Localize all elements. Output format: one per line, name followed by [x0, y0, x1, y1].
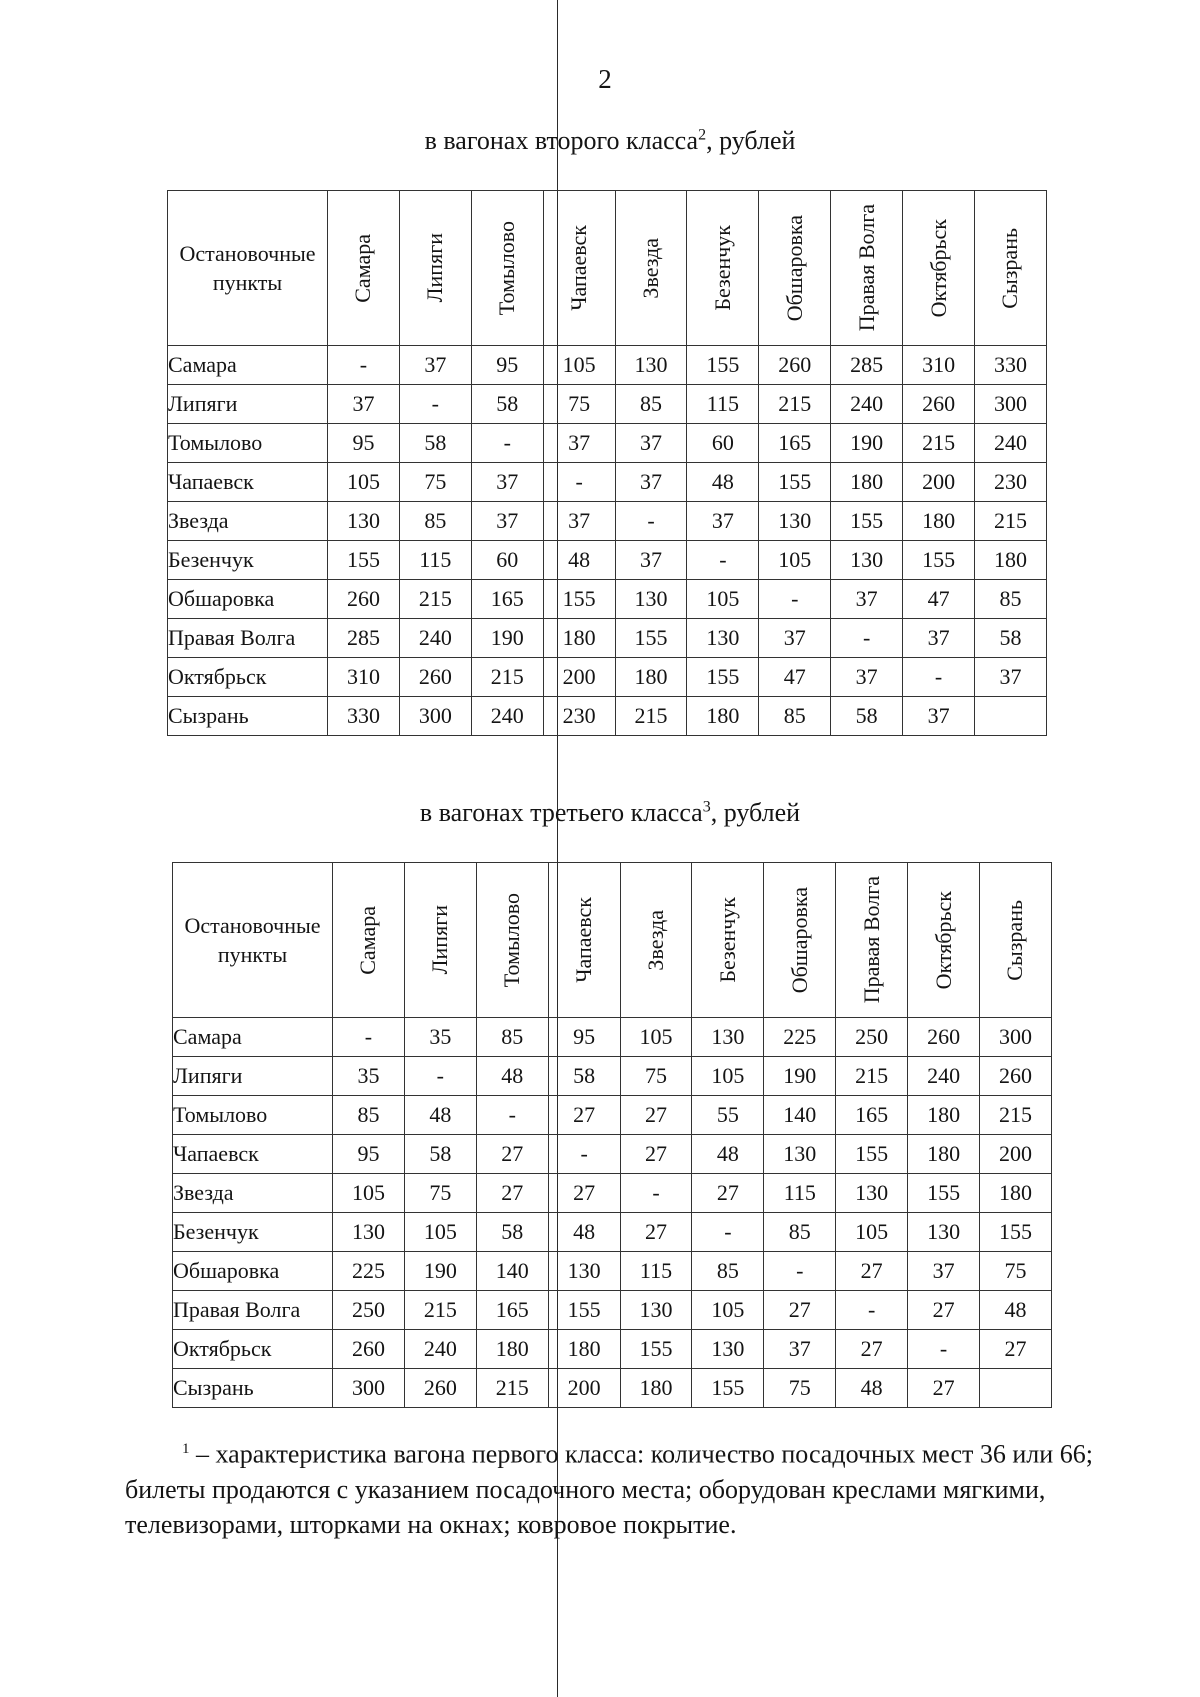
fare-cell: 48 [548, 1213, 620, 1252]
fare-cell: 27 [836, 1330, 908, 1369]
caption-text: в вагонах третьего класса [419, 798, 703, 827]
fare-cell: 300 [980, 1018, 1052, 1057]
fare-cell: 330 [975, 346, 1047, 385]
fare-cell: 58 [399, 424, 471, 463]
table-row [168, 424, 1047, 463]
fare-cell: 215 [615, 697, 687, 736]
fare-cell: 285 [831, 346, 903, 385]
table-row [173, 1213, 1052, 1252]
fare-cell: 190 [404, 1252, 476, 1291]
fare-cell: 260 [328, 580, 400, 619]
fare-cell: 285 [328, 619, 400, 658]
fare-cell: 37 [615, 541, 687, 580]
fare-cell: 75 [404, 1174, 476, 1213]
fare-cell: 155 [687, 658, 759, 697]
fare-cell: - [831, 619, 903, 658]
column-header-label: Правая Волга [853, 204, 879, 332]
column-header [980, 863, 1052, 1018]
fare-cell: 58 [831, 697, 903, 736]
fare-cell: 240 [975, 424, 1047, 463]
fare-cell: 130 [836, 1174, 908, 1213]
fare-cell: 240 [831, 385, 903, 424]
fare-cell: 215 [836, 1057, 908, 1096]
fare-cell: 130 [831, 541, 903, 580]
fare-cell: 105 [836, 1213, 908, 1252]
fare-cell: 47 [903, 580, 975, 619]
fare-cell: 130 [759, 502, 831, 541]
fare-cell: 225 [333, 1252, 405, 1291]
fare-cell: 37 [471, 463, 543, 502]
fare-cell: 27 [764, 1291, 836, 1330]
fare-cell: 230 [543, 697, 615, 736]
fare-cell: 37 [831, 658, 903, 697]
fare-cell: 75 [399, 463, 471, 502]
fare-cell: 58 [548, 1057, 620, 1096]
fare-cell: 180 [908, 1135, 980, 1174]
fare-cell: 105 [543, 346, 615, 385]
caption-unit: , рублей [710, 798, 801, 827]
fare-cell: 37 [759, 619, 831, 658]
fare-cell: 200 [903, 463, 975, 502]
fare-cell: 37 [328, 385, 400, 424]
fare-cell: 105 [687, 580, 759, 619]
fare-cell: - [476, 1096, 548, 1135]
table-row [168, 619, 1047, 658]
table-row [168, 346, 1047, 385]
fare-cell: 37 [399, 346, 471, 385]
fare-cell: 37 [903, 619, 975, 658]
fare-cell: 37 [764, 1330, 836, 1369]
column-header-label: Липяги [422, 233, 448, 303]
fare-cell: - [471, 424, 543, 463]
caption-unit: , рублей [706, 126, 796, 155]
fare-cell: 95 [333, 1135, 405, 1174]
header-row [168, 191, 1047, 346]
table-row [173, 1135, 1052, 1174]
fare-cell: 180 [908, 1096, 980, 1135]
row-header: Безенчук [173, 1213, 333, 1252]
fare-cell: 115 [620, 1252, 692, 1291]
fare-cell: 75 [543, 385, 615, 424]
fare-cell: 240 [404, 1330, 476, 1369]
fare-cell: - [759, 580, 831, 619]
fare-cell: - [399, 385, 471, 424]
fare-cell: 165 [836, 1096, 908, 1135]
fare-cell: 260 [903, 385, 975, 424]
column-header-label: Обшаровка [781, 214, 807, 322]
fare-cell: 155 [836, 1135, 908, 1174]
fare-cell: 155 [615, 619, 687, 658]
row-header: Октябрьск [168, 658, 328, 697]
fare-cell: 130 [615, 580, 687, 619]
column-header [836, 863, 908, 1018]
fare-cell: - [692, 1213, 764, 1252]
column-header-label: Чапаевск [571, 897, 597, 983]
fare-table-third-class [172, 862, 1052, 1408]
fare-cell: 260 [908, 1018, 980, 1057]
fare-cell: 95 [548, 1018, 620, 1057]
fare-cell: 155 [687, 346, 759, 385]
row-header: Самара [168, 346, 328, 385]
footnote-ref-3: 3 [702, 798, 711, 816]
table-caption-third-class [0, 798, 1200, 828]
fare-cell: 155 [692, 1369, 764, 1408]
fare-cell: - [404, 1057, 476, 1096]
fare-cell: 300 [975, 385, 1047, 424]
fare-cell: 230 [975, 463, 1047, 502]
fare-cell: 105 [328, 463, 400, 502]
fare-cell: 58 [476, 1213, 548, 1252]
fare-cell: 58 [404, 1135, 476, 1174]
row-header: Сызрань [168, 697, 328, 736]
fare-cell: 190 [471, 619, 543, 658]
column-header [692, 863, 764, 1018]
fare-cell: 165 [471, 580, 543, 619]
fare-cell: 240 [471, 697, 543, 736]
row-header: Чапаевск [173, 1135, 333, 1174]
fare-cell: - [908, 1330, 980, 1369]
fare-cell: 48 [836, 1369, 908, 1408]
column-header-label: Сызрань [1002, 899, 1028, 981]
fare-cell: 48 [687, 463, 759, 502]
fare-cell: 115 [399, 541, 471, 580]
column-header-label: Октябрьск [930, 890, 956, 990]
fare-cell: 180 [476, 1330, 548, 1369]
column-header [548, 863, 620, 1018]
footnote-ref-2: 2 [698, 126, 707, 144]
table-row [173, 1291, 1052, 1330]
fare-cell: 310 [328, 658, 400, 697]
fare-cell: 215 [404, 1291, 476, 1330]
column-header [471, 191, 543, 346]
fare-cell: - [548, 1135, 620, 1174]
row-header: Липяги [173, 1057, 333, 1096]
column-header [399, 191, 471, 346]
fare-cell: 155 [831, 502, 903, 541]
fare-cell: 105 [620, 1018, 692, 1057]
fare-cell: 37 [543, 502, 615, 541]
fare-cell: 180 [548, 1330, 620, 1369]
fare-cell: - [333, 1018, 405, 1057]
fare-cell: 105 [692, 1291, 764, 1330]
fare-cell: 165 [476, 1291, 548, 1330]
fare-cell: 215 [903, 424, 975, 463]
fare-cell: 85 [759, 697, 831, 736]
fare-cell: 27 [620, 1135, 692, 1174]
column-header [903, 191, 975, 346]
table-row [168, 385, 1047, 424]
column-header-label: Сызрань [997, 227, 1023, 309]
fare-cell: 95 [471, 346, 543, 385]
page-number: 2 [598, 64, 612, 94]
fare-cell: 27 [548, 1174, 620, 1213]
fare-cell: 75 [980, 1252, 1052, 1291]
fare-cell [975, 697, 1047, 736]
fare-cell: 27 [476, 1135, 548, 1174]
footnote [125, 1432, 1110, 1542]
fare-cell: 58 [975, 619, 1047, 658]
column-header-label: Липяги [427, 905, 453, 975]
fare-cell: - [764, 1252, 836, 1291]
fare-cell: 190 [831, 424, 903, 463]
column-header-label: Октябрьск [925, 218, 951, 318]
fare-cell: 330 [328, 697, 400, 736]
fare-cell: 190 [764, 1057, 836, 1096]
fare-cell: 130 [687, 619, 759, 658]
footnote-marker: 1 [182, 1441, 190, 1457]
fare-cell: 85 [692, 1252, 764, 1291]
table-row [173, 1018, 1052, 1057]
fare-cell: 200 [980, 1135, 1052, 1174]
column-header [759, 191, 831, 346]
table-row [168, 658, 1047, 697]
column-header [476, 863, 548, 1018]
fare-cell: 260 [404, 1369, 476, 1408]
fare-cell: 250 [333, 1291, 405, 1330]
fare-cell: 180 [543, 619, 615, 658]
fare-cell: 250 [836, 1018, 908, 1057]
row-header: Чапаевск [168, 463, 328, 502]
fare-cell: 27 [836, 1252, 908, 1291]
table-row [173, 1252, 1052, 1291]
column-header-label: Обшаровка [786, 886, 812, 994]
row-header: Томылово [173, 1096, 333, 1135]
fare-cell: - [328, 346, 400, 385]
column-header-label: Безенчук [714, 897, 740, 983]
column-header [543, 191, 615, 346]
fare-cell: 27 [980, 1330, 1052, 1369]
fare-cell: 115 [764, 1174, 836, 1213]
fare-cell: 55 [692, 1096, 764, 1135]
fare-cell: 300 [399, 697, 471, 736]
row-header: Звезда [168, 502, 328, 541]
fare-cell: 155 [543, 580, 615, 619]
column-header-label: Томылово [494, 220, 520, 316]
fare-cell: 165 [759, 424, 831, 463]
fare-cell: 105 [759, 541, 831, 580]
fare-cell: - [615, 502, 687, 541]
fare-cell: 155 [328, 541, 400, 580]
column-header [333, 863, 405, 1018]
table-row [168, 697, 1047, 736]
fare-cell: 35 [404, 1018, 476, 1057]
fare-cell: 37 [543, 424, 615, 463]
fare-cell: 37 [471, 502, 543, 541]
fare-cell: 60 [471, 541, 543, 580]
row-header: Безенчук [168, 541, 328, 580]
fare-table-second-class [167, 190, 1047, 736]
fare-cell: 85 [399, 502, 471, 541]
table-row [173, 1096, 1052, 1135]
fare-cell: 215 [476, 1369, 548, 1408]
fare-cell: 27 [620, 1096, 692, 1135]
fare-cell: 130 [333, 1213, 405, 1252]
fare-cell: 85 [975, 580, 1047, 619]
fare-cell: 27 [908, 1369, 980, 1408]
column-header [908, 863, 980, 1018]
corner-header: Остановочные пункты [168, 191, 328, 346]
fare-cell: 260 [980, 1057, 1052, 1096]
fare-cell: 260 [759, 346, 831, 385]
fare-cell: 75 [620, 1057, 692, 1096]
fare-cell: 155 [908, 1174, 980, 1213]
fare-cell: 225 [764, 1018, 836, 1057]
fare-cell: 130 [908, 1213, 980, 1252]
column-header [328, 191, 400, 346]
fare-cell: 48 [404, 1096, 476, 1135]
fare-cell: 155 [620, 1330, 692, 1369]
fare-cell: 180 [903, 502, 975, 541]
fare-cell: 240 [908, 1057, 980, 1096]
footnote-text: – характеристика вагона первого класса: количество посадочных мест 36 или 66; билеты продаются с указанием посадочного места; оборудован креслами мягкими, телевизорами, шторками на окнах; ковровое покрытие. [125, 1439, 1093, 1539]
column-header-label: Томылово [499, 892, 525, 988]
fare-cell: 180 [975, 541, 1047, 580]
fare-cell: 27 [548, 1096, 620, 1135]
fare-cell: 48 [476, 1057, 548, 1096]
fare-cell: 60 [687, 424, 759, 463]
row-header: Правая Волга [173, 1291, 333, 1330]
fare-cell [980, 1369, 1052, 1408]
row-header: Самара [173, 1018, 333, 1057]
fare-cell: 200 [548, 1369, 620, 1408]
row-header: Обшаровка [173, 1252, 333, 1291]
fare-cell: 140 [476, 1252, 548, 1291]
table-row [173, 1369, 1052, 1408]
fare-cell: - [687, 541, 759, 580]
column-header-label: Звезда [643, 909, 668, 971]
fare-cell: 115 [687, 385, 759, 424]
fare-cell: 180 [620, 1369, 692, 1408]
fare-cell: 95 [328, 424, 400, 463]
fare-cell: 130 [692, 1330, 764, 1369]
column-header [764, 863, 836, 1018]
fare-cell: 27 [692, 1174, 764, 1213]
fare-cell: 27 [620, 1213, 692, 1252]
column-header [687, 191, 759, 346]
fare-cell: 180 [687, 697, 759, 736]
fare-cell: 180 [980, 1174, 1052, 1213]
fare-cell: 155 [980, 1213, 1052, 1252]
fare-cell: 105 [404, 1213, 476, 1252]
caption-text: в вагонах второго класса [424, 126, 699, 155]
header-row [173, 863, 1052, 1018]
column-header-label: Звезда [638, 237, 663, 299]
fare-cell: 310 [903, 346, 975, 385]
fare-cell: 260 [333, 1330, 405, 1369]
fare-cell: 300 [333, 1369, 405, 1408]
table-row [168, 580, 1047, 619]
fare-cell: 27 [476, 1174, 548, 1213]
fare-cell: 140 [764, 1096, 836, 1135]
fare-cell: 200 [543, 658, 615, 697]
row-header: Липяги [168, 385, 328, 424]
fare-cell: 37 [831, 580, 903, 619]
fare-cell: - [836, 1291, 908, 1330]
fare-cell: 130 [764, 1135, 836, 1174]
row-header: Томылово [168, 424, 328, 463]
row-header: Обшаровка [168, 580, 328, 619]
fare-cell: 85 [764, 1213, 836, 1252]
fare-cell: 37 [908, 1252, 980, 1291]
fare-cell: 180 [831, 463, 903, 502]
fare-cell: 130 [328, 502, 400, 541]
column-header [831, 191, 903, 346]
table-row [173, 1330, 1052, 1369]
fare-cell: 47 [759, 658, 831, 697]
fare-cell: 85 [476, 1018, 548, 1057]
fare-cell: 215 [399, 580, 471, 619]
fare-cell: 105 [333, 1174, 405, 1213]
corner-header: Остановочные пункты [173, 863, 333, 1018]
column-header-label: Чапаевск [566, 225, 592, 311]
fare-cell: - [543, 463, 615, 502]
fare-cell: 48 [692, 1135, 764, 1174]
column-header [975, 191, 1047, 346]
fare-cell: 215 [975, 502, 1047, 541]
fare-cell: 85 [333, 1096, 405, 1135]
fare-cell: 130 [692, 1018, 764, 1057]
column-header [404, 863, 476, 1018]
fare-cell: 48 [543, 541, 615, 580]
table-row [168, 502, 1047, 541]
row-header: Правая Волга [168, 619, 328, 658]
table-caption-second-class [0, 126, 1200, 156]
row-header: Сызрань [173, 1369, 333, 1408]
column-header-label: Самара [355, 905, 381, 975]
table-row [173, 1057, 1052, 1096]
fare-cell: 27 [908, 1291, 980, 1330]
fare-cell: 130 [548, 1252, 620, 1291]
column-header [615, 191, 687, 346]
fare-cell: 130 [615, 346, 687, 385]
fare-cell: 48 [980, 1291, 1052, 1330]
fare-cell: 215 [759, 385, 831, 424]
fare-cell: 155 [548, 1291, 620, 1330]
table-row [168, 541, 1047, 580]
fare-cell: 37 [687, 502, 759, 541]
fare-cell: 37 [615, 463, 687, 502]
fare-cell: 130 [620, 1291, 692, 1330]
row-header: Звезда [173, 1174, 333, 1213]
fare-cell: 37 [975, 658, 1047, 697]
fare-cell: 35 [333, 1057, 405, 1096]
fare-cell: 215 [471, 658, 543, 697]
row-header: Октябрьск [173, 1330, 333, 1369]
column-header-label: Безенчук [709, 225, 735, 311]
fare-cell: 215 [980, 1096, 1052, 1135]
fare-cell: 58 [471, 385, 543, 424]
column-header-label: Самара [350, 233, 376, 303]
fare-cell: 240 [399, 619, 471, 658]
fare-cell: 260 [399, 658, 471, 697]
column-header-label: Правая Волга [858, 876, 884, 1004]
fare-cell: - [903, 658, 975, 697]
fare-cell: 75 [764, 1369, 836, 1408]
fare-cell: 155 [903, 541, 975, 580]
column-header [620, 863, 692, 1018]
fare-cell: 85 [615, 385, 687, 424]
table-row [168, 463, 1047, 502]
table-row [173, 1174, 1052, 1213]
fare-cell: 180 [615, 658, 687, 697]
fare-cell: 37 [903, 697, 975, 736]
fare-cell: 155 [759, 463, 831, 502]
fare-cell: - [620, 1174, 692, 1213]
fare-cell: 37 [615, 424, 687, 463]
fare-cell: 105 [692, 1057, 764, 1096]
